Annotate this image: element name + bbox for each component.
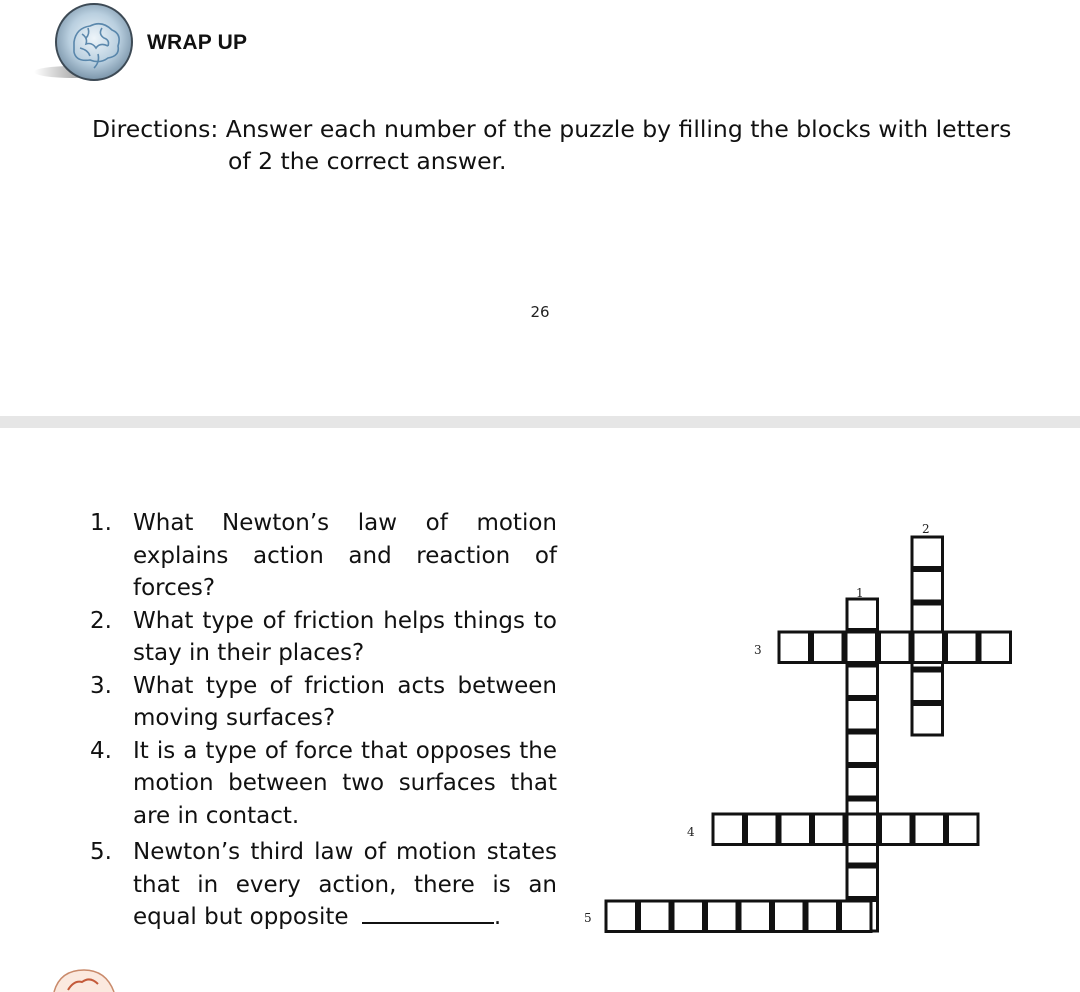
- question-text: What type of friction helps things to stay in their places?: [133, 607, 557, 666]
- crossword-cell-5-1[interactable]: [606, 901, 637, 932]
- crossword-cell-3-6[interactable]: [947, 632, 978, 663]
- crossword-cell-4-2[interactable]: [747, 814, 778, 845]
- clue-label-2: 2: [922, 522, 930, 536]
- question-list: [82, 507, 557, 934]
- question-number: 3.: [90, 672, 112, 699]
- crossword-cell-5-6[interactable]: [774, 901, 805, 932]
- crossword-cell-3-7[interactable]: [980, 632, 1011, 663]
- question-item: [82, 605, 557, 670]
- crossword-cell-3-5[interactable]: [913, 632, 944, 663]
- next-page-brain-icon: [50, 968, 130, 992]
- crossword-cell-3-3[interactable]: [846, 632, 877, 663]
- question-text: It is a type of force that opposes the motion between two surfaces that are in contact.: [133, 737, 557, 829]
- question-item: [82, 836, 557, 934]
- page-number: 26: [530, 303, 550, 321]
- crossword-cell-1-5[interactable]: [847, 733, 878, 764]
- directions-text: [92, 113, 1052, 177]
- answer-blank[interactable]: [362, 902, 494, 924]
- answer-blank-period: .: [493, 904, 502, 930]
- crossword-cell-2-6[interactable]: [912, 705, 943, 736]
- crossword-cell-5-4[interactable]: [707, 901, 738, 932]
- clue-label-5: 5: [584, 911, 592, 925]
- crossword-cell-1-6[interactable]: [847, 767, 878, 798]
- crossword-cell-4-6[interactable]: [881, 814, 912, 845]
- crossword-cell-5-8[interactable]: [841, 901, 872, 932]
- crossword-cell-5-2[interactable]: [640, 901, 671, 932]
- crossword-cell-1-4[interactable]: [847, 700, 878, 731]
- clue-label-4: 4: [687, 825, 695, 839]
- question-text: What Newton’s law of motion explains action and reaction of forces?: [133, 510, 557, 601]
- question-number: 1.: [90, 510, 112, 536]
- crossword-cell-4-4[interactable]: [814, 814, 845, 845]
- crossword-cell-4-3[interactable]: [780, 814, 811, 845]
- crossword-cell-3-2[interactable]: [813, 632, 844, 663]
- crossword-cell-1-1[interactable]: [847, 599, 878, 630]
- worksheet-page-top: [0, 0, 1080, 416]
- crossword-cell-2-2[interactable]: [912, 571, 943, 602]
- question-text: Newton’s third law of motion states that in every action, there is an equal but opposite: [133, 839, 557, 930]
- crossword-cell-2-3[interactable]: [912, 604, 943, 635]
- question-item: [82, 670, 557, 735]
- crossword-cell-1-3[interactable]: [847, 666, 878, 697]
- question-text: What type of friction acts between moving surfaces?: [133, 672, 557, 731]
- brain-icon: [32, 2, 138, 82]
- crossword-cell-1-9[interactable]: [847, 867, 878, 898]
- question-number: 2.: [90, 607, 112, 634]
- crossword-cell-2-5[interactable]: [912, 671, 943, 702]
- crossword-cell-4-5[interactable]: [847, 814, 878, 845]
- crossword-cell-4-7[interactable]: [914, 814, 945, 845]
- directions-line-2: of 2 the correct answer.: [228, 147, 507, 175]
- section-title: WRAP UP: [147, 31, 248, 54]
- crossword-cell-5-3[interactable]: [673, 901, 704, 932]
- question-number: 5.: [90, 839, 112, 865]
- clue-label-3: 3: [754, 643, 762, 657]
- crossword-puzzle: [570, 510, 1040, 950]
- crossword-cell-2-1[interactable]: [912, 537, 943, 568]
- crossword-cell-5-7[interactable]: [807, 901, 838, 932]
- page-divider: [0, 416, 1080, 428]
- crossword-cell-3-1[interactable]: [779, 632, 810, 663]
- clue-label-1: 1: [856, 586, 864, 600]
- directions-line-1: Directions: Answer each number of the puzzle by filling the blocks with letters: [92, 115, 1012, 143]
- question-item: [82, 735, 557, 833]
- question-item: [82, 507, 557, 605]
- crossword-cell-4-8[interactable]: [948, 814, 979, 845]
- crossword-cell-5-5[interactable]: [740, 901, 771, 932]
- question-number: 4.: [90, 737, 112, 764]
- crossword-cell-3-4[interactable]: [880, 632, 911, 663]
- crossword-cell-4-1[interactable]: [713, 814, 744, 845]
